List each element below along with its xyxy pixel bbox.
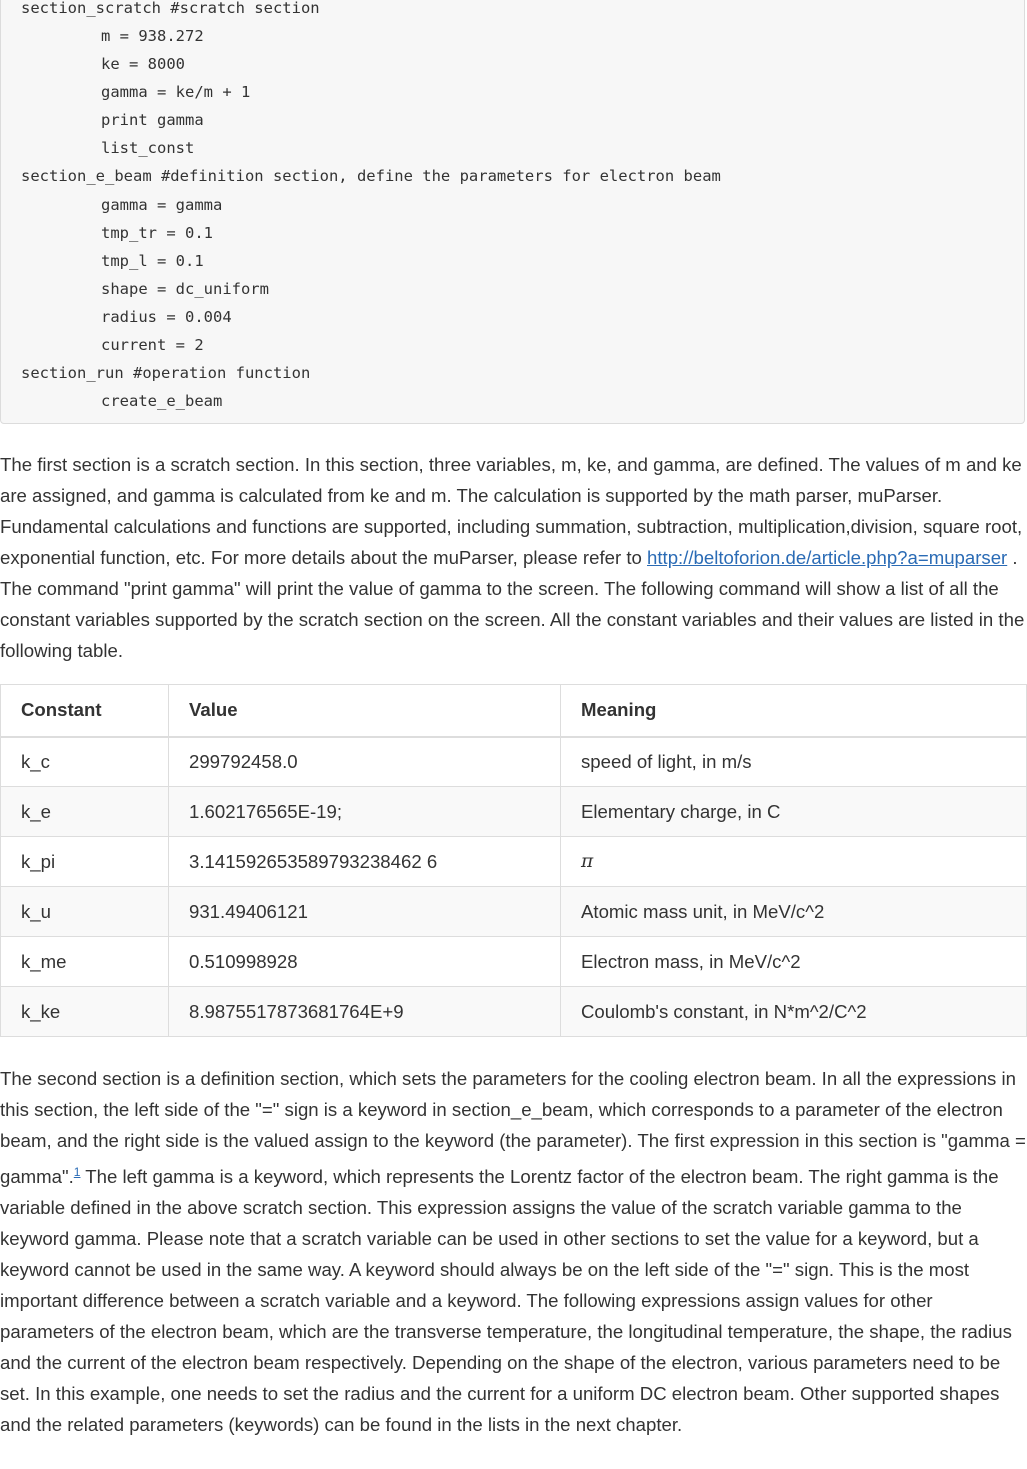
cell-constant: k_me [1, 937, 169, 987]
cell-meaning: Elementary charge, in C [561, 787, 1027, 837]
cell-constant: k_c [1, 737, 169, 787]
paragraph-text: The left gamma is a keyword, which represents the Lorentz factor of the electron beam. The right gamma is the variable defined in the above scratch section. This expression assigns the value of the scratch variable gamma to the keyword gamma. Please note that a scratch variable can be used in other sections to set the value for a keyword, but a keyword cannot be used in the same way. A keyword should always be on the left side of the "=" sign. This is the most important difference between a scratch variable and a keyword. The following expressions assign values for other parameters of the electron beam, which are the transverse temperature, the longitudinal temperature, the shape, the radius and the current of the electron beam respectively. Depending on the shape of the electron, various parameters need to be set. In this example, one needs to set the radius and the current for a uniform DC electron beam. Other supported shapes and the related parameters (keywords) can be found in the lists in the next chapter. [0, 1166, 1012, 1436]
cell-constant: k_e [1, 787, 169, 837]
table-row [1, 737, 1027, 787]
cell-constant: k_u [1, 887, 169, 937]
cell-value: 1.602176565E-19; [169, 787, 561, 837]
cell-value: 0.510998928 [169, 937, 561, 987]
code-line: tmp_tr = 0.1 [101, 224, 213, 242]
cell-value: 931.49406121 [169, 887, 561, 937]
code-line: current = 2 [101, 336, 204, 354]
code-line: section_scratch #scratch section [21, 0, 320, 17]
paragraph-text: The second section is a definition section, which sets the parameters for the cooling electron beam. In all the expressions in this section, the left side of the "=" sign is a keyword in section_e_beam, which corresponds to a parameter of the electron beam, and the right side is the valued assign to the keyword (the parameter). The first expression in this section is "gamma = gamma". [0, 1068, 1026, 1188]
table-header-row [1, 685, 1027, 737]
code-line: print gamma [101, 111, 204, 129]
table-row [1, 887, 1027, 937]
muparser-link[interactable]: http://beltoforion.de/article.php?a=muparser [647, 547, 1008, 568]
cell-meaning: π [561, 837, 1027, 887]
constants-table [0, 684, 1027, 1037]
paragraph-scratch-section [0, 449, 1027, 666]
cell-meaning: speed of light, in m/s [561, 737, 1027, 787]
column-header-value: Value [169, 685, 561, 737]
code-line: section_run #operation function [21, 364, 311, 382]
code-line: gamma = gamma [101, 196, 223, 214]
column-header-constant: Constant [1, 685, 169, 737]
code-line: list_const [101, 139, 195, 157]
cell-constant: k_pi [1, 837, 169, 887]
table-row [1, 837, 1027, 887]
code-line: tmp_l = 0.1 [101, 252, 204, 270]
cell-meaning: Electron mass, in MeV/c^2 [561, 937, 1027, 987]
code-line: create_e_beam [101, 392, 223, 410]
code-line: m = 938.272 [101, 27, 204, 45]
code-line: section_e_beam #definition section, define the parameters for electron beam [21, 167, 721, 185]
cell-constant: k_ke [1, 987, 169, 1037]
paragraph-text: . The command "print gamma" will print the value of gamma to the screen. The following command will show a list of all the constant variables supported by the scratch section on the screen. All the constant variables and their values are listed in the following table. [0, 547, 1025, 661]
table-row [1, 937, 1027, 987]
table-row [1, 987, 1027, 1037]
paragraph-definition-section [0, 1063, 1027, 1440]
cell-value: 3.141592653589793238462 6 [169, 837, 561, 887]
footnote-link[interactable]: 1 [73, 1165, 81, 1179]
cell-value: 8.9875517873681764E+9 [169, 987, 561, 1037]
table-row [1, 787, 1027, 837]
cell-value: 299792458.0 [169, 737, 561, 787]
paragraph-text: The first section is a scratch section. In this section, three variables, m, ke, and gamma, are defined. The values of m and ke are assigned, and gamma is calculated from ke and m. The calculation is supported by the math parser, muParser. Fundamental calculations and functions are supported, including summation, subtraction, multiplication,division, square root, exponential function, etc. For more details about the muParser, please refer to [0, 454, 1023, 568]
cell-meaning: Coulomb's constant, in N*m^2/C^2 [561, 987, 1027, 1037]
code-line: shape = dc_uniform [101, 280, 269, 298]
cell-meaning: Atomic mass unit, in MeV/c^2 [561, 887, 1027, 937]
column-header-meaning: Meaning [561, 685, 1027, 737]
code-block [0, 0, 1025, 424]
code-line: radius = 0.004 [101, 308, 232, 326]
code-line: ke = 8000 [101, 55, 185, 73]
code-line: gamma = ke/m + 1 [101, 83, 251, 101]
